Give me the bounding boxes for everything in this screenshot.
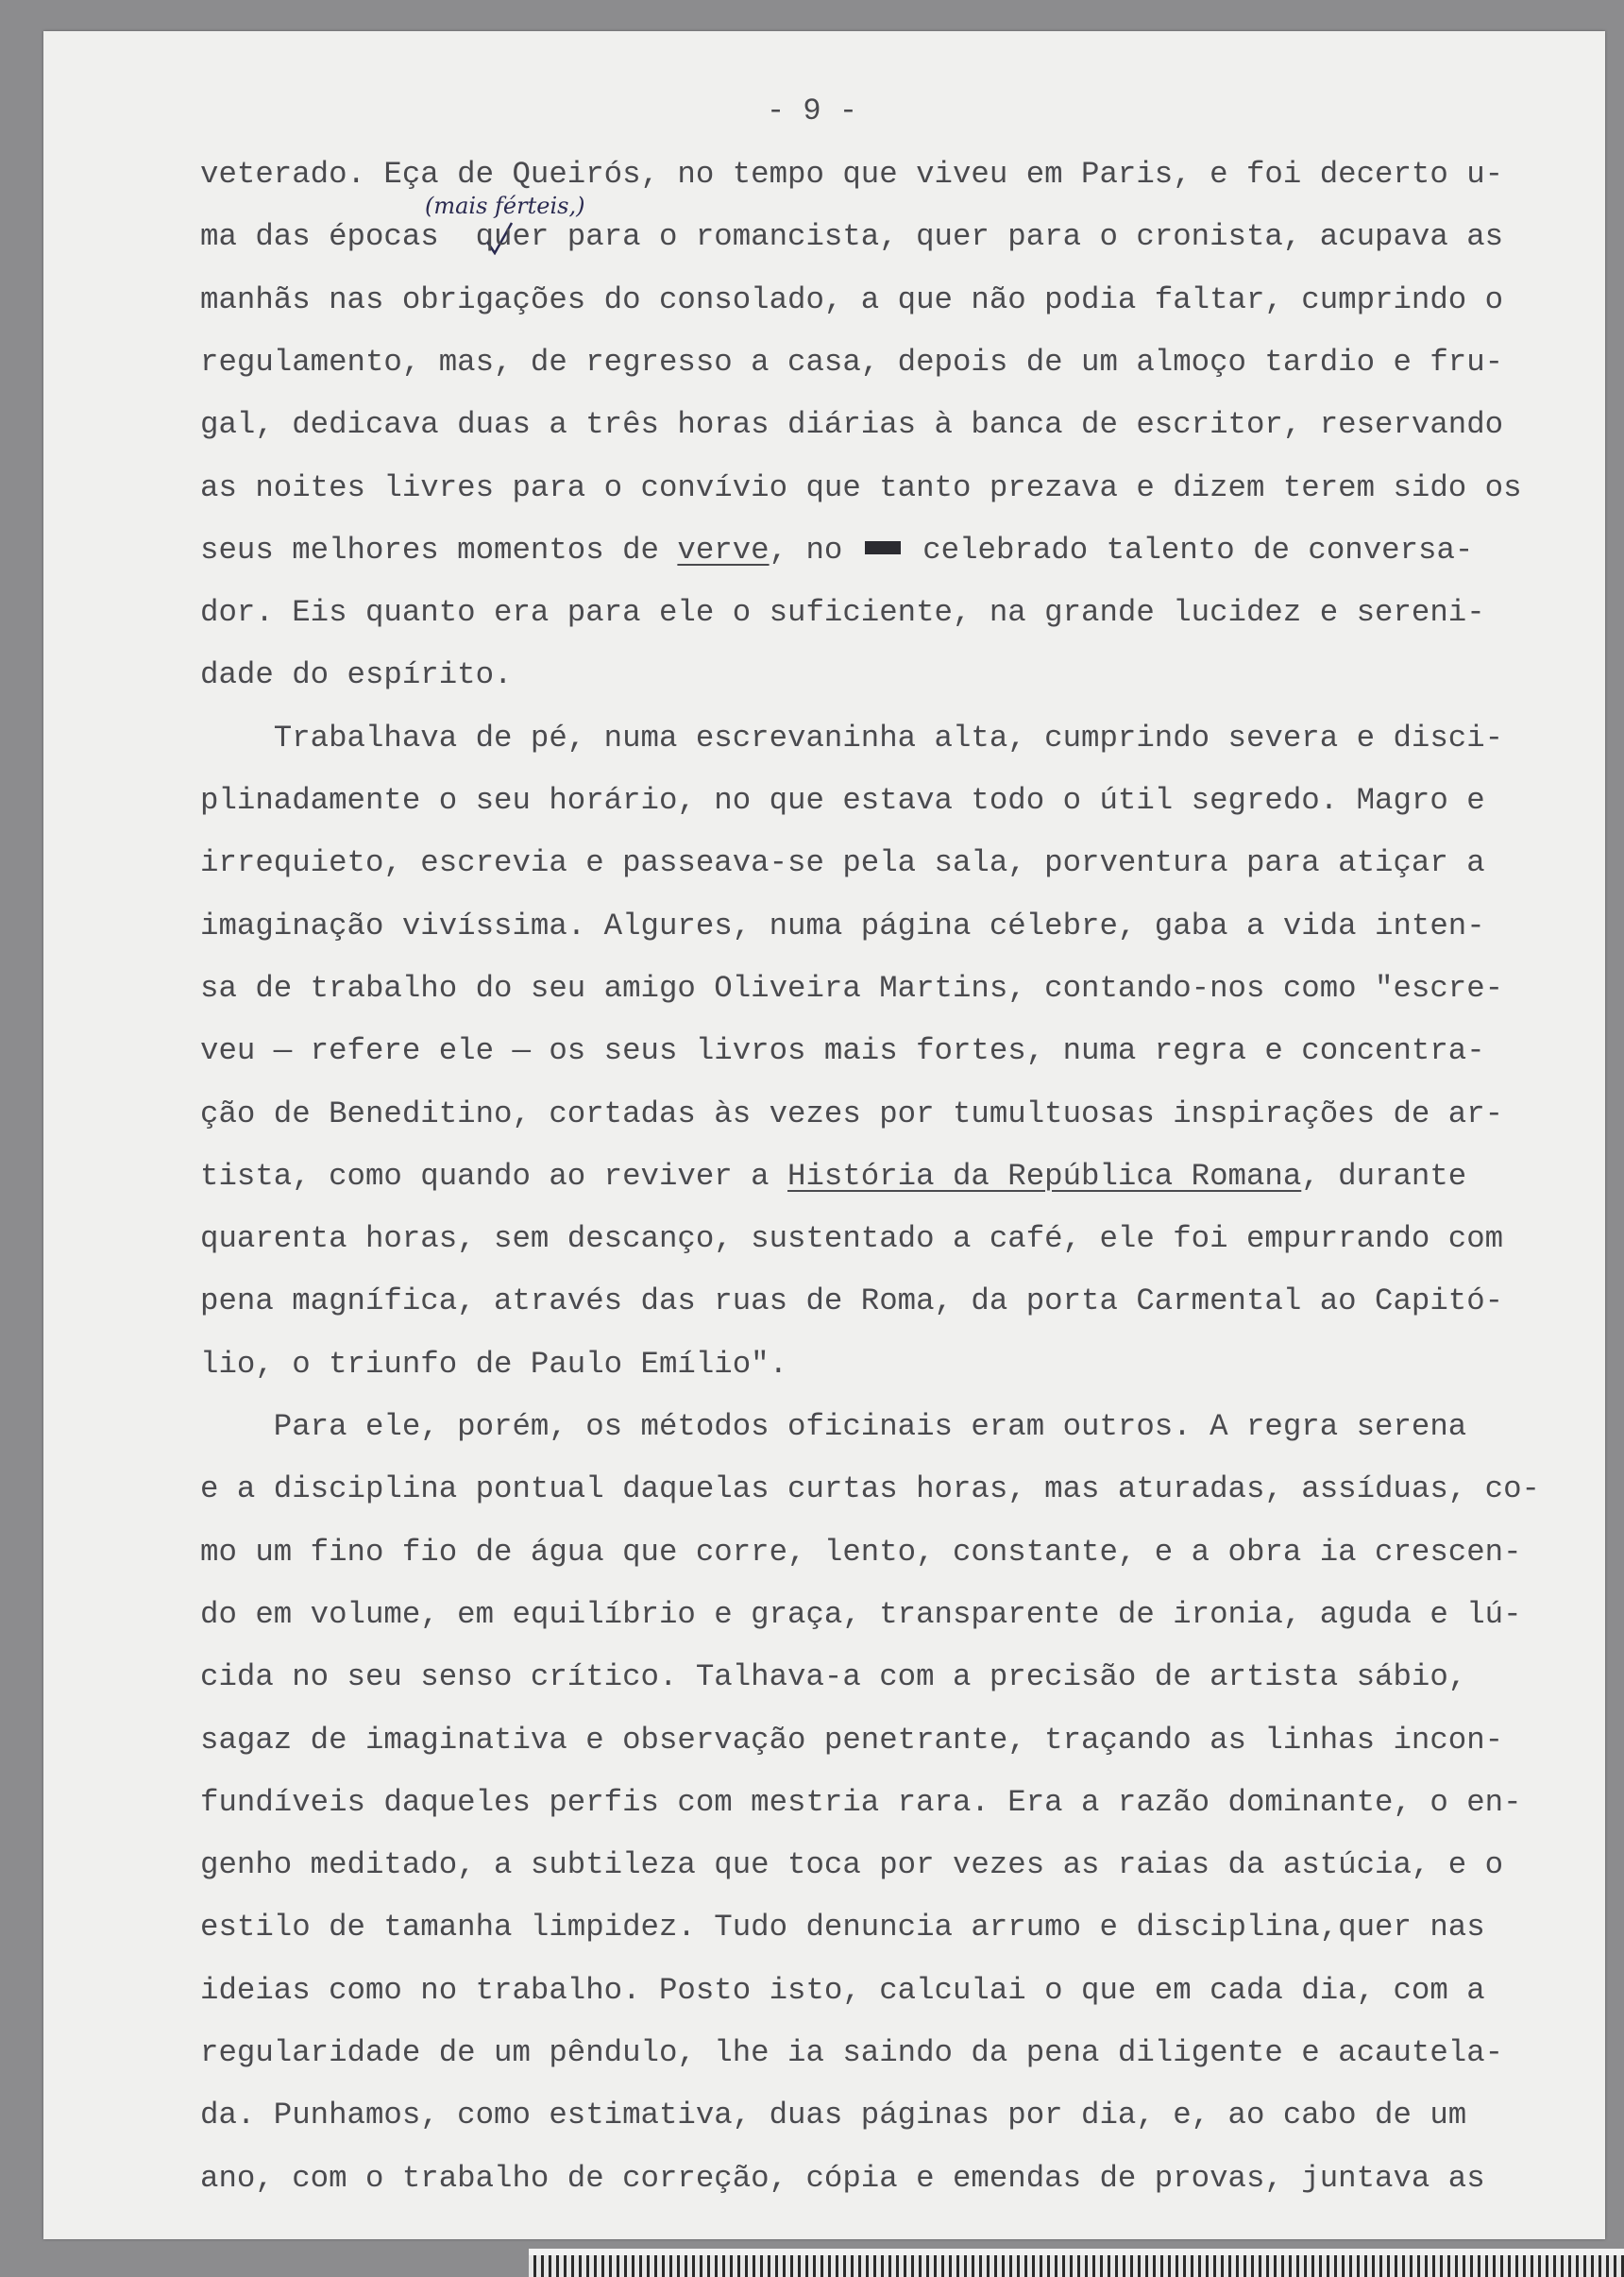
text-line: gal, dedicava duas a três horas diárias à banca de escritor, reservando: [200, 407, 1504, 443]
text-line: ideias como no trabalho. Posto isto, calculai o que em cada dia, com a: [200, 1972, 1485, 2008]
text-line: Para ele, porém, os métodos oficinais eram outros. A regra serena: [200, 1409, 1467, 1444]
underlined-title: História da República Romana: [787, 1158, 1302, 1194]
text-line: Trabalhava de pé, numa escrevaninha alta, cumprindo severa e disci-: [200, 720, 1504, 756]
text-line: as noites livres para o convívio que tanto prezava e dizem terem sido os: [200, 469, 1522, 505]
text-line: regulamento, mas, de regresso a casa, depois de um almoço tardio e fru-: [200, 344, 1504, 380]
text-line: da. Punhamos, como estimativa, duas páginas por dia, e, ao cabo de um: [200, 2098, 1467, 2133]
text-line: e a disciplina pontual daquelas curtas horas, mas aturadas, assíduas, co-: [200, 1471, 1540, 1507]
text-line: ção de Beneditino, cortadas às vezes por tumultuosas inspirações de ar-: [200, 1096, 1504, 1131]
text-line: ano, com o trabalho de correção, cópia e emendas de provas, juntava as: [200, 2160, 1485, 2196]
line-segment: , durante: [1301, 1158, 1467, 1194]
text-line: sa de trabalho do seu amigo Oliveira Martins, contando-nos como "escre-: [200, 970, 1504, 1006]
text-line: dade do espírito.: [200, 657, 513, 693]
text-line: fundíveis daqueles perfis com mestria rara. Era a razão dominante, o en-: [200, 1784, 1522, 1820]
text-line: manhãs nas obrigações do consolado, a que não podia faltar, cumprindo o: [200, 281, 1504, 317]
underlined-title: verve: [677, 532, 770, 568]
text-line: do em volume, em equilíbrio e graça, transparente de ironia, aguda e lú-: [200, 1596, 1522, 1632]
page-number: - 9 -: [767, 93, 858, 128]
text-line: quarenta horas, sem descanço, sustentado a café, ele foi empurrando com: [200, 1221, 1504, 1257]
text-line: regularidade de um pêndulo, lhe ia saindo da pena diligente e acautela-: [200, 2035, 1504, 2070]
text-line: ma das épocas quer para o romancista, quer para o cronista, acupava as: [200, 219, 1504, 255]
text-line: plinadamente o seu horário, no que estava todo o útil segredo. Magro e: [200, 783, 1485, 818]
line-segment: tista, como quando ao reviver a: [200, 1158, 788, 1194]
line-segment: , no: [769, 532, 861, 568]
text-line: cida no seu senso crítico. Talhava-a com a precisão de artista sábio,: [200, 1659, 1467, 1695]
scan-ruler: [529, 2255, 1624, 2277]
scan-ruler-base: [529, 2249, 1624, 2255]
text-line: sagaz de imaginativa e observação penetrante, traçando as linhas incon-: [200, 1722, 1504, 1758]
text-line: lio, o triunfo de Paulo Emílio".: [200, 1346, 788, 1382]
line-segment: seus melhores momentos de: [200, 532, 678, 568]
text-line: estilo de tamanha limpidez. Tudo denuncia arrumo e disciplina,quer nas: [200, 1910, 1485, 1946]
text-line: pena magnífica, através das ruas de Roma, da porta Carmental ao Capitó-: [200, 1283, 1504, 1319]
text-line: veu — refere ele — os seus livros mais fortes, numa regra e concentra-: [200, 1033, 1485, 1069]
text-line: genho meditado, a subtileza que toca por vezes as raias da astúcia, e o: [200, 1847, 1504, 1883]
line-segment: celebrado talento de conversa-: [904, 532, 1474, 568]
text-line: mo um fino fio de água que corre, lento, constante, e a obra ia crescen-: [200, 1534, 1522, 1570]
text-line: veterado. Eça de Queirós, no tempo que viveu em Paris, e foi decerto u-: [200, 157, 1504, 192]
struck-out-word: [865, 541, 901, 554]
text-line: irrequieto, escrevia e passeava-se pela sala, porventura para atiçar a: [200, 845, 1485, 881]
text-line: imaginação vivíssima. Algures, numa página célebre, gaba a vida inten-: [200, 908, 1485, 943]
text-line: [200, 532, 1588, 569]
text-line: dor. Eis quanto era para ele o suficiente, na grande lucidez e sereni-: [200, 595, 1485, 631]
handwritten-annotation: (mais férteis,): [425, 193, 585, 219]
text-line: [200, 1158, 1588, 1196]
